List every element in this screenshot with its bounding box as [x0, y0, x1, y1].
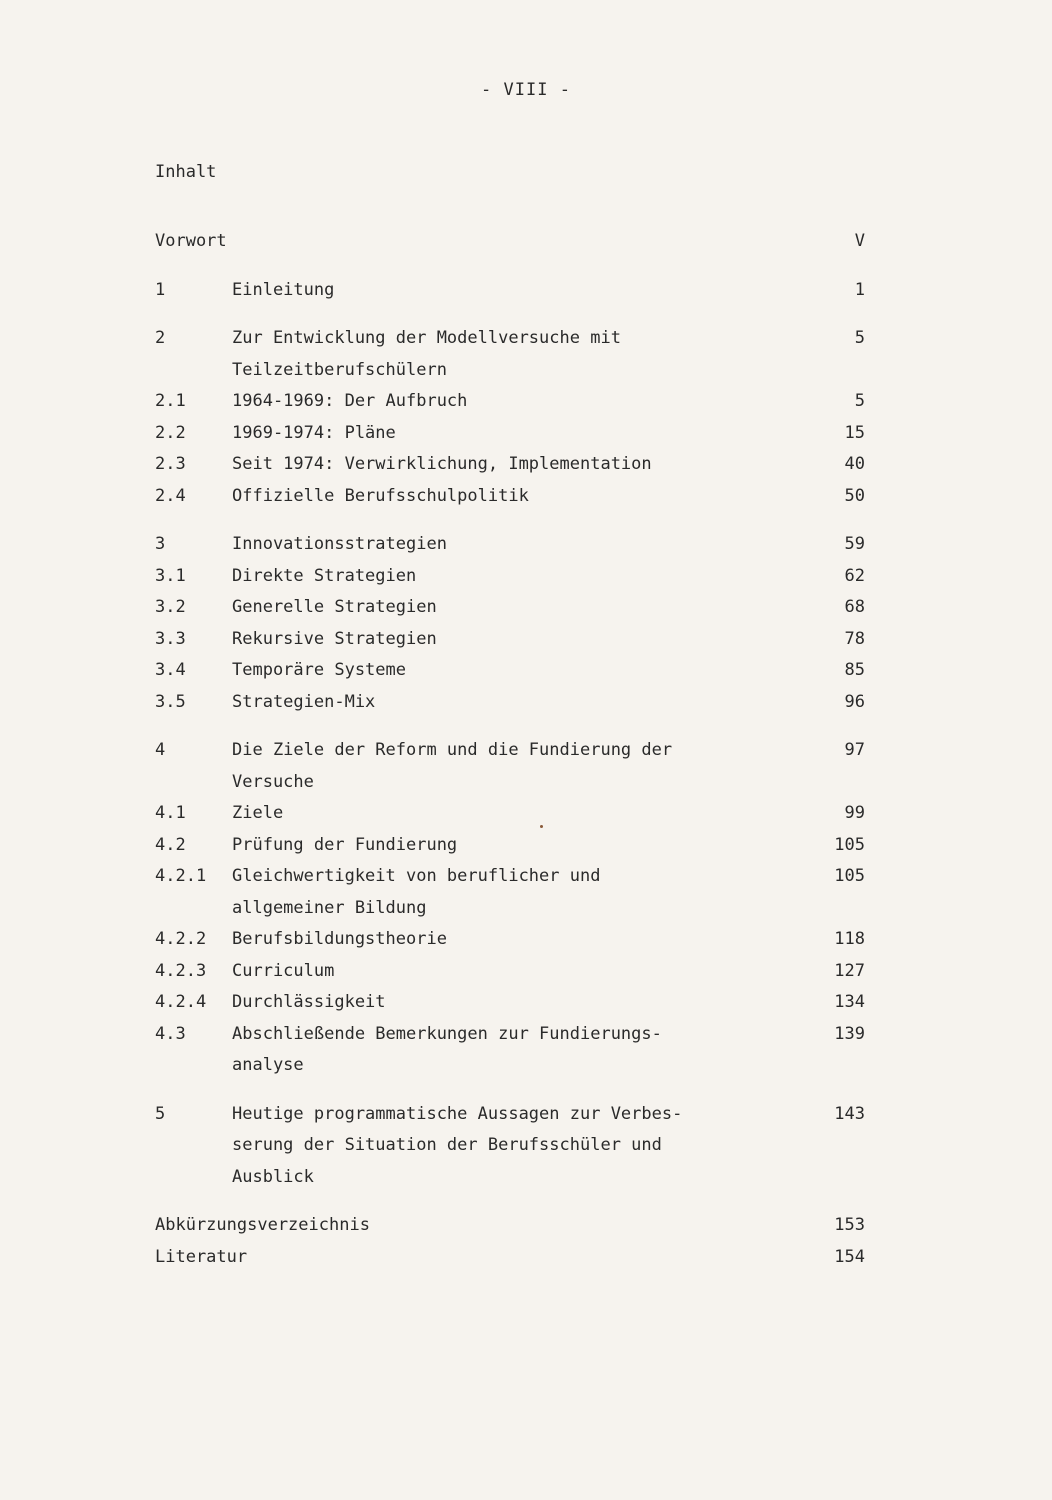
toc-entry-page: 68 — [844, 597, 865, 617]
toc-entry-title: Direkte Strategien — [232, 565, 417, 586]
toc-entry — [155, 687, 865, 719]
toc-entry-page: 153 — [834, 1215, 865, 1235]
toc-entry-number: 4.3 — [155, 1023, 186, 1044]
toc-entry-title: 1969-1974: Pläne — [232, 422, 396, 443]
toc-entry-number: 4.2 — [155, 834, 186, 855]
toc-entry-page: 97 — [844, 740, 865, 760]
toc-entry-page: 99 — [844, 803, 865, 823]
toc-entry — [155, 275, 865, 307]
toc-entry-title: Innovationsstrategien — [232, 534, 447, 554]
toc-entry-title: Heutige programmatische Aussagen zur Verbes- serung der Situation der Berufsschüler und Ausblick — [232, 1103, 683, 1187]
toc-entry-title: Prüfung der Fundierung — [232, 834, 458, 855]
toc-entry-title: Rekursive Strategien — [232, 628, 437, 649]
toc-entry-page: 40 — [844, 454, 865, 474]
toc-entry-page: 105 — [834, 866, 865, 886]
toc-entry-number: 3 — [155, 534, 166, 554]
toc-entry-number: 5 — [155, 1103, 166, 1124]
toc-entry-number: 3.5 — [155, 691, 186, 712]
toc-entry — [155, 830, 865, 862]
toc-entry — [155, 418, 865, 450]
toc-entry-number: 2.4 — [155, 485, 186, 506]
toc-entry — [155, 861, 865, 924]
toc-entry-page: 15 — [844, 422, 865, 443]
toc-entry-title: Berufsbildungstheorie — [232, 929, 447, 949]
toc-entry — [155, 592, 865, 624]
toc-entry — [155, 655, 865, 687]
toc-entry-title: Strategien-Mix — [232, 691, 376, 712]
toc-entry-title: Einleitung — [232, 279, 335, 300]
toc-entry-number: 2.3 — [155, 454, 186, 474]
toc-entry — [155, 987, 865, 1019]
toc-entry-page: 78 — [844, 628, 865, 649]
toc-entry-page: 50 — [844, 485, 865, 506]
toc-entry-page: 127 — [834, 960, 865, 981]
toc-entry-number: 4.1 — [155, 803, 186, 823]
toc-entry-title: Vorwort — [155, 231, 227, 251]
toc-entry-page: 134 — [834, 992, 865, 1012]
toc-entry — [155, 956, 865, 988]
toc-entry-page: 139 — [834, 1023, 865, 1044]
toc-entry-title: Curriculum — [232, 960, 335, 981]
toc-entry-number: 3.4 — [155, 660, 186, 680]
toc-entry-number: 4.2.4 — [155, 992, 207, 1012]
toc-entry-title: Generelle Strategien — [232, 597, 437, 617]
toc-entry — [155, 624, 865, 656]
toc-entry-title: Ziele — [232, 803, 284, 823]
toc-entry-number: 3.2 — [155, 597, 186, 617]
toc-entry-page: 143 — [834, 1103, 865, 1124]
toc-entry-title: Offizielle Berufsschulpolitik — [232, 485, 529, 506]
toc-entry — [155, 323, 865, 386]
toc-entry — [155, 1099, 865, 1194]
toc-entry-number: 4 — [155, 740, 166, 760]
toc-entry-number: 4.2.3 — [155, 960, 207, 981]
toc-entry-page: 62 — [844, 565, 865, 586]
toc-entry — [155, 735, 865, 798]
table-of-contents — [155, 226, 865, 1273]
toc-entry — [155, 798, 865, 830]
toc-entry-page: 5 — [854, 391, 865, 411]
toc-entry-title: Gleichwertigkeit von beruflicher und allgemeiner Bildung — [232, 866, 601, 918]
toc-entry — [155, 1210, 865, 1242]
toc-entry-number: 2 — [155, 328, 166, 348]
toc-entry-title: Seit 1974: Verwirklichung, Implementation — [232, 454, 652, 474]
toc-entry — [155, 529, 865, 561]
toc-entry-page: V — [854, 231, 865, 251]
toc-entry-title: Abschließende Bemerkungen zur Fundierungs- analyse — [232, 1023, 662, 1075]
toc-entry-page: 105 — [834, 834, 865, 855]
toc-entry — [155, 481, 865, 513]
toc-entry-page: 1 — [854, 279, 865, 300]
toc-entry-page: 85 — [844, 660, 865, 680]
toc-entry-title: Zur Entwicklung der Modellversuche mit Teilzeitberufschülern — [232, 328, 621, 380]
toc-entry-page: 154 — [834, 1246, 865, 1267]
toc-entry-title: Literatur — [155, 1246, 248, 1267]
toc-heading: Inhalt — [155, 162, 217, 182]
toc-entry-page: 59 — [844, 534, 865, 554]
toc-entry — [155, 1242, 865, 1274]
toc-entry — [155, 1019, 865, 1082]
toc-entry — [155, 386, 865, 418]
toc-entry-number: 3.3 — [155, 628, 186, 649]
toc-entry-number: 1 — [155, 279, 166, 300]
toc-entry-page: 96 — [844, 691, 865, 712]
toc-entry-title: Durchlässigkeit — [232, 992, 386, 1012]
toc-entry-number: 2.1 — [155, 391, 186, 411]
toc-entry — [155, 226, 865, 258]
toc-entry-number: 4.2.2 — [155, 929, 207, 949]
page-number: - VIII - — [481, 80, 571, 100]
toc-entry-page: 118 — [834, 929, 865, 949]
toc-entry — [155, 449, 865, 481]
toc-entry-title: Die Ziele der Reform und die Fundierung der Versuche — [232, 740, 673, 792]
toc-entry-number: 2.2 — [155, 422, 186, 443]
paper-speck — [540, 825, 543, 828]
toc-entry — [155, 561, 865, 593]
toc-entry-title: 1964-1969: Der Aufbruch — [232, 391, 468, 411]
toc-entry-number: 3.1 — [155, 565, 186, 586]
toc-entry-number: 4.2.1 — [155, 866, 207, 886]
toc-entry-title: Abkürzungsverzeichnis — [155, 1215, 370, 1235]
toc-entry — [155, 924, 865, 956]
toc-entry-title: Temporäre Systeme — [232, 660, 406, 680]
toc-entry-page: 5 — [854, 328, 865, 348]
